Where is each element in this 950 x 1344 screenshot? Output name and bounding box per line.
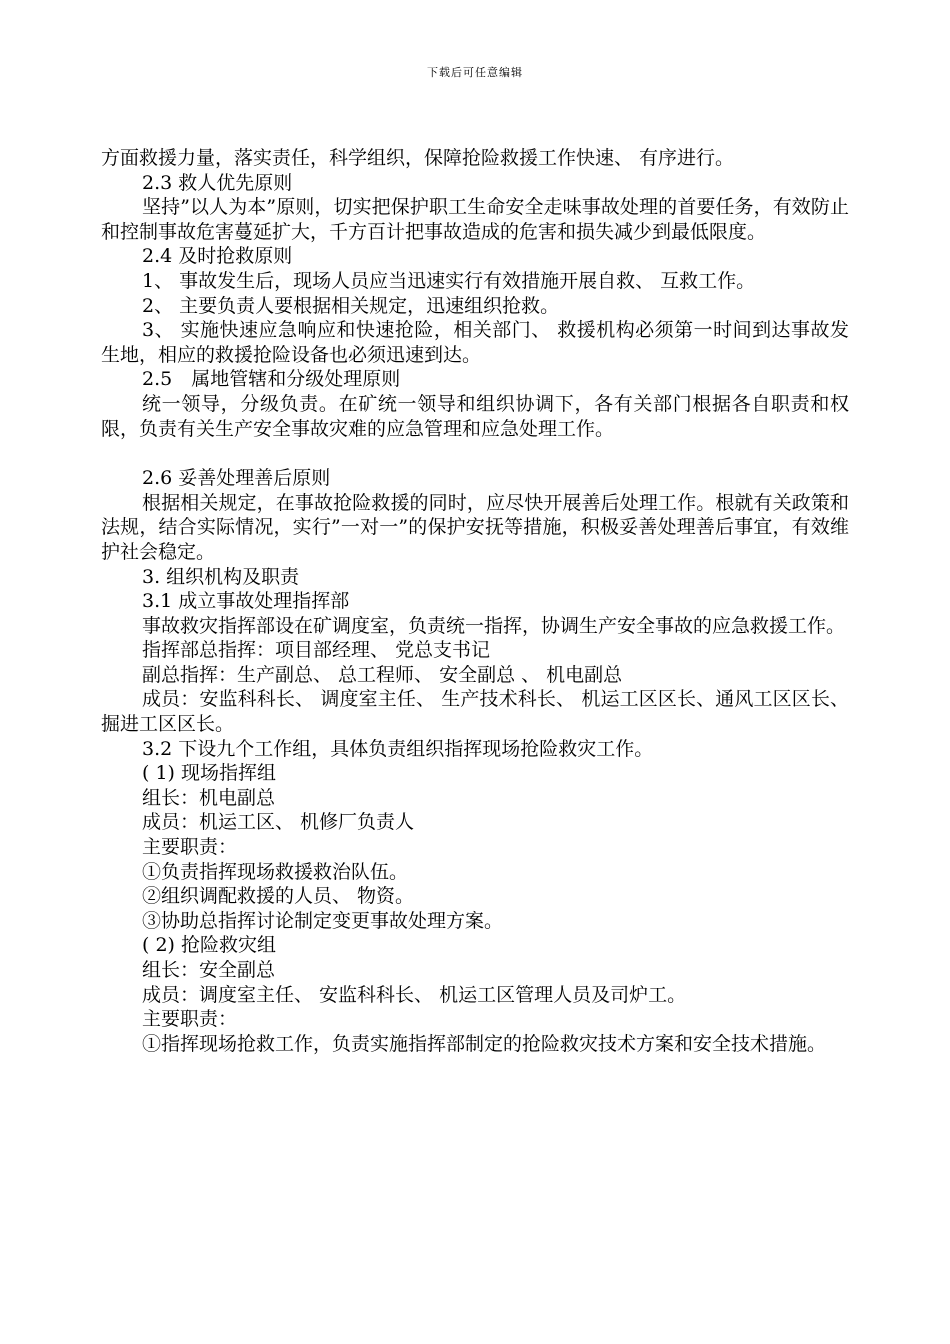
paragraph: 2.5 属地管辖和分级处理原则 bbox=[142, 368, 401, 391]
paragraph: ③协助总指挥讨论制定变更事故处理方案。 bbox=[142, 909, 504, 932]
paragraph: 根据相关规定，在事故抢险救援的同时，应尽快开展善后处理工作。根就有关政策和法规，结合实际情况，实行”一对一”的保护安抚等措施，积极妥善处理善后事宜，有效维护社会稳定。 bbox=[101, 491, 849, 563]
paragraph: 组长：机电副总 bbox=[142, 786, 276, 809]
paragraph: 3.1 成立事故处理指挥部 bbox=[142, 590, 350, 613]
paragraph: 2.3 救人优先原则 bbox=[142, 171, 293, 194]
paragraph: 1、 事故发生后，现场人员应当迅速实行有效措施开展自救、 互救工作。 bbox=[142, 269, 756, 292]
paragraph: 指挥部总指挥：项目部经理、 党总支书记 bbox=[142, 639, 491, 662]
paragraph: ( 1) 现场指挥组 bbox=[142, 762, 276, 785]
paragraph: 事故救灾指挥部设在矿调度室，负责统一指挥，协调生产安全事故的应急救援工作。 bbox=[142, 614, 846, 637]
paragraph: 主要职责： bbox=[142, 1008, 238, 1031]
paragraph: ①负责指挥现场救援救治队伍。 bbox=[142, 860, 409, 883]
paragraph: ②组织调配救援的人员、 物资。 bbox=[142, 885, 415, 908]
paragraph: 组长：安全副总 bbox=[142, 959, 276, 981]
paragraph: 成员：安监科科长、 调度室主任、 生产技术科长、 机运工区区长、通风工区区长、 掘进工区区长。 bbox=[101, 688, 849, 736]
blank-line bbox=[101, 441, 849, 466]
paragraph: 3、 实施快速应急响应和快速抢险，相关部门、 救援机构必须第一时间到达事故发生地，相应的救援抢险设备也必须迅速到达。 bbox=[101, 319, 849, 366]
paragraph: 3. 组织机构及职责 bbox=[142, 565, 300, 588]
paragraph: 成员：机运工区、 机修厂负责人 bbox=[142, 811, 415, 834]
paragraph: 方面救援力量，落实责任，科学组织，保障抢险救援工作快速、 有序进行。 bbox=[101, 147, 735, 169]
paragraph: 2.6 妥善处理善后原则 bbox=[142, 467, 331, 490]
paragraph: 2、 主要负责人要根据相关规定，迅速组织抢救。 bbox=[142, 294, 560, 317]
paragraph: 统一领导，分级负责。在矿统一领导和组织协调下，各有关部门根据各自职责和权限，负责有关生产安全事故灾难的应急管理和应急处理工作。 bbox=[101, 392, 849, 440]
paragraph: ( 2) 抢险救灾组 bbox=[142, 934, 276, 957]
paragraph: 副总指挥：生产副总、 总工程师、 安全副总 、 机电副总 bbox=[142, 663, 623, 686]
paragraph: 2.4 及时抢救原则 bbox=[142, 245, 293, 268]
page-header-note: 下载后可任意编辑 bbox=[427, 66, 523, 79]
paragraph: 成员：调度室主任、 安监科科长、 机运工区管理人员及司炉工。 bbox=[142, 983, 687, 1006]
paragraph: ①指挥现场抢救工作，负责实施指挥部制定的抢险救灾技术方案和安全技术措施。 bbox=[142, 1032, 827, 1055]
document-body bbox=[101, 146, 849, 1056]
paragraph: 坚持”以人为本”原则，切实把保护职工生命安全走味事故处理的首要任务，有效防止和控制事故危害蔓延扩大，千方百计把事故造成的危害和损失减少到最低限度。 bbox=[101, 196, 849, 243]
paragraph: 主要职责： bbox=[142, 836, 238, 859]
paragraph: 3.2 下设九个工作组，具体负责组织指挥现场抢险救灾工作。 bbox=[142, 737, 654, 760]
